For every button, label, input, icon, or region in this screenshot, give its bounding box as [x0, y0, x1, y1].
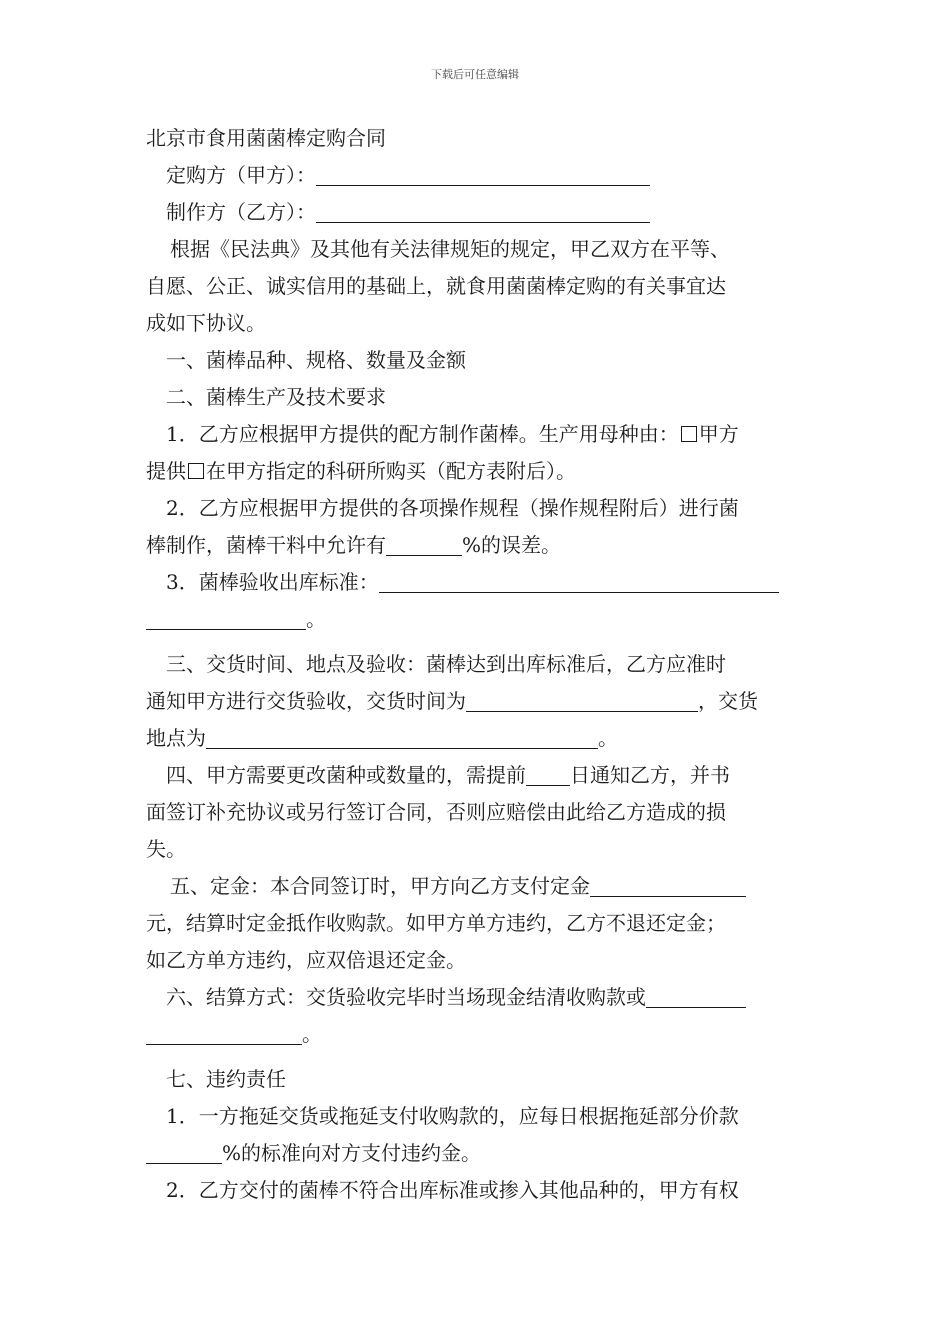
section-7-heading: 七、违约责任	[166, 1067, 286, 1091]
section-2-heading: 二、菌棒生产及技术要求	[166, 385, 386, 409]
tolerance-blank[interactable]	[386, 533, 462, 556]
section-5-line-1: 五、定金：本合同签订时，甲方向乙方支付定金	[146, 868, 806, 905]
section-3-line-1: 三、交货时间、地点及验收：菌棒达到出库标准后，乙方应准时	[166, 652, 726, 676]
intro-line-1: 根据《民法典》及其他有关法律规矩的规定，甲乙双方在平等、	[170, 237, 730, 261]
settlement-blank-2[interactable]	[146, 1022, 302, 1045]
section-6-line-2: 。	[146, 1016, 806, 1053]
clause-7-2-line-1: 2．乙方交付的菌棒不符合出库标准或掺入其他品种的，甲方有权	[166, 1178, 739, 1202]
clause-7-1-line-2: %的标准向对方支付违约金。	[146, 1135, 806, 1172]
clause-2-1-line-1: 1．乙方应根据甲方提供的配方制作菌棒。生产用母种由： 甲方	[166, 422, 739, 446]
section-1-heading: 一、菌棒品种、规格、数量及金额	[166, 348, 466, 372]
checkbox-icon[interactable]	[681, 426, 697, 442]
party-b-label: 制作方（乙方）：	[166, 200, 316, 224]
intro-line-2: 自愿、公正、诚实信用的基础上，就食用菌菌棒定购的有关事宜达	[146, 274, 726, 298]
section-4-line-3: 失。	[146, 837, 186, 861]
standard-blank[interactable]	[379, 570, 779, 593]
penalty-rate-blank[interactable]	[146, 1141, 222, 1164]
delivery-time-blank[interactable]	[466, 689, 698, 712]
section-5-line-3: 如乙方单方违约，应双倍退还定金。	[146, 948, 466, 972]
clause-2-2-line-2: 棒制作，菌棒干料中允许有 %的误差。	[146, 533, 562, 557]
notice-days-blank[interactable]	[526, 763, 570, 786]
intro-line-3: 成如下协议。	[146, 311, 266, 335]
clause-2-3-line-2: 。	[146, 601, 806, 638]
clause-7-1-line-1: 1．一方拖延交货或拖延支付收购款的，应每日根据拖延部分价款	[166, 1104, 739, 1128]
party-a-label: 定购方（甲方）：	[166, 163, 316, 187]
section-4-line-1: 四、甲方需要更改菌种或数量的，需提前 日通知乙方，并书	[166, 763, 730, 787]
party-a-line	[146, 157, 806, 194]
section-3-line-2: 通知甲方进行交货验收，交货时间为 ，交货	[146, 689, 758, 713]
clause-2-3-line-1: 3．菌棒验收出库标准：	[146, 564, 806, 601]
party-b-line	[146, 194, 806, 231]
section-6-line-1: 六、结算方式：交货验收完毕时当场现金结清收购款或	[146, 979, 806, 1016]
contract-title: 北京市食用菌菌棒定购合同	[146, 126, 386, 150]
page-header: 下载后可任意编辑	[431, 68, 519, 81]
party-b-blank[interactable]	[316, 200, 650, 223]
clause-2-2-line-1: 2．乙方应根据甲方提供的各项操作规程（操作规程附后）进行菌	[166, 496, 739, 520]
section-4-line-2: 面签订补充协议或另行签订合同，否则应赔偿由此给乙方造成的损	[146, 800, 726, 824]
contract-body	[146, 120, 806, 1209]
settlement-blank[interactable]	[646, 985, 746, 1008]
clause-2-1-line-2: 提供 在甲方指定的科研所购买（配方表附后）。	[146, 459, 576, 483]
standard-blank-2[interactable]	[146, 607, 306, 630]
section-5-line-2: 元，结算时定金抵作收购款。如甲方单方违约，乙方不退还定金；	[146, 911, 726, 935]
deposit-blank[interactable]	[590, 874, 746, 897]
party-a-blank[interactable]	[316, 163, 650, 186]
delivery-place-blank[interactable]	[206, 726, 598, 749]
checkbox-icon[interactable]	[188, 463, 204, 479]
section-3-line-3: 地点为 。	[146, 726, 618, 750]
